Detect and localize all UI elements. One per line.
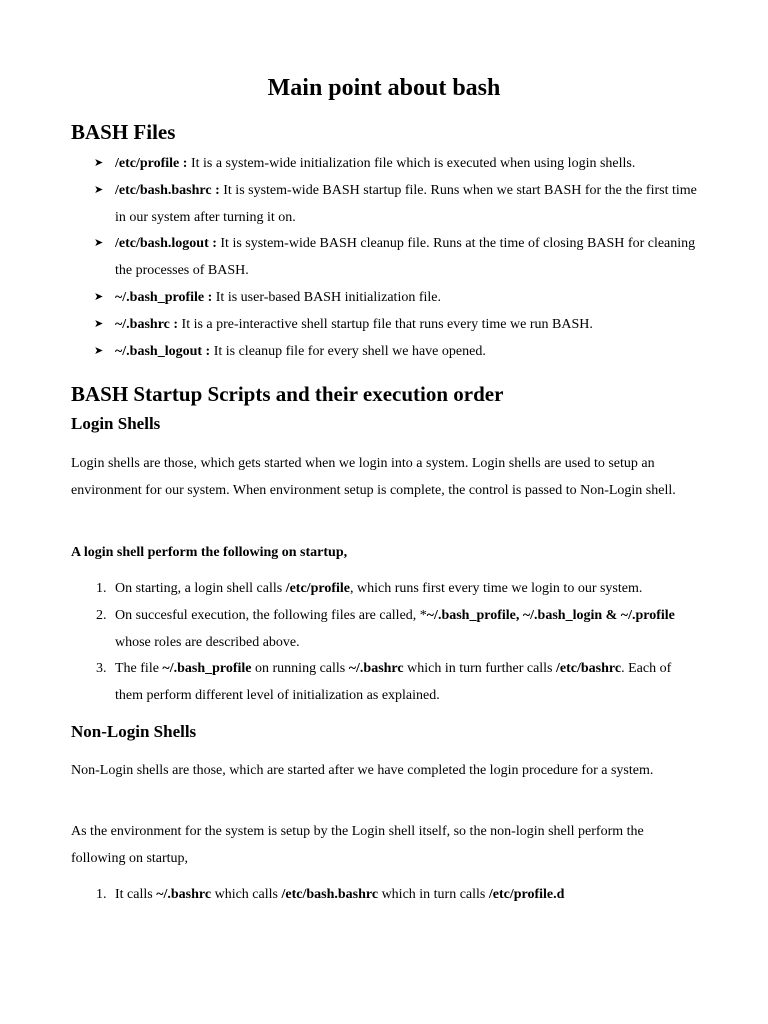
file-path: /etc/bash.logout : — [115, 236, 217, 251]
list-number: 2. — [96, 608, 107, 623]
login-startup-subheading: A login shell perform the following on startup, — [71, 545, 348, 560]
bullet-text — [115, 311, 705, 338]
file-description: It is system-wide BASH cleanup file. Runs at the time of closing BASH for cleaning the processes of BASH. — [115, 236, 696, 278]
subheading-login-shells: Login Shells — [71, 414, 161, 433]
list-text: It calls ~/.bashrc which calls /etc/bash.bashrc which in turn calls /etc/profile.d — [115, 887, 565, 902]
file-description: It is a system-wide initialization file which is executed when using login shells. — [187, 156, 636, 171]
arrow-bullet-icon: ➤ — [94, 184, 104, 196]
file-path: ~/.bash_logout : — [115, 344, 211, 359]
file-path: ~/.bashrc : — [115, 317, 179, 332]
list-text: On starting, a login shell calls /etc/profile, which runs first every time we login to our system. — [115, 581, 643, 596]
non-login-paragraph-1: Non-Login shells are those, which are started after we have completed the login procedure for a system. — [71, 763, 654, 778]
non-login-paragraph-2: As the environment for the system is setup by the Login shell itself, so the non-login shell perform the following on startup, — [71, 824, 644, 866]
bullet-text — [115, 150, 705, 177]
bullet-text — [115, 177, 705, 231]
arrow-bullet-icon: ➤ — [94, 237, 104, 249]
page-title: Main point about bash — [267, 75, 501, 101]
file-path: ~/.bash_profile : — [115, 290, 213, 305]
list-number: 1. — [96, 887, 107, 902]
bullet-text — [115, 230, 705, 284]
login-shells-paragraph: Login shells are those, which gets started when we login into a system. Login shells are used to setup an environment for our system. When environment setup is complete, the control is passed to Non-Login shell. — [71, 456, 676, 498]
list-number: 1. — [96, 581, 107, 596]
arrow-bullet-icon: ➤ — [94, 291, 104, 303]
file-description: It is user-based BASH initialization file. — [212, 290, 441, 305]
arrow-bullet-icon: ➤ — [94, 157, 104, 169]
arrow-bullet-icon: ➤ — [94, 318, 104, 330]
section-heading-startup-scripts: BASH Startup Scripts and their execution order — [71, 382, 504, 406]
list-text: The file ~/.bash_profile on running calls ~/.bashrc which in turn further calls /etc/bashrc. Each of them perform different level of initialization as explained. — [115, 661, 672, 703]
file-description: It is cleanup file for every shell we have opened. — [210, 344, 486, 359]
list-number: 3. — [96, 661, 107, 676]
list-text: On succesful execution, the following files are called, *~/.bash_profile, ~/.bash_login & ~/.profile whose roles are described above. — [115, 608, 675, 650]
file-path: /etc/profile : — [115, 156, 188, 171]
bullet-text — [115, 338, 705, 365]
file-description: It is system-wide BASH startup file. Runs when we start BASH for the the first time in our system after turning it on. — [115, 183, 697, 225]
arrow-bullet-icon: ➤ — [94, 345, 104, 357]
file-path: /etc/bash.bashrc : — [115, 183, 220, 198]
bullet-text — [115, 284, 705, 311]
section-heading-bash-files: BASH Files — [71, 120, 176, 144]
file-description: It is a pre-interactive shell startup file that runs every time we run BASH. — [178, 317, 593, 332]
subheading-non-login-shells: Non-Login Shells — [71, 722, 197, 741]
